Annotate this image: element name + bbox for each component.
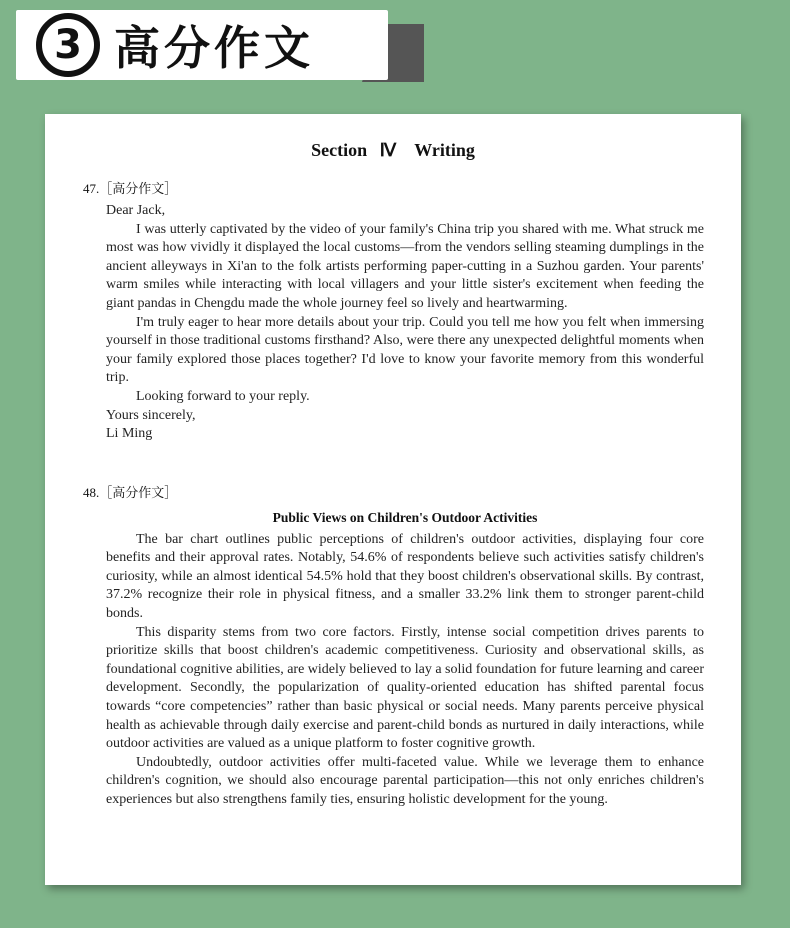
essay-title: Public Views on Children's Outdoor Activities [272,510,538,525]
letter-signature: Li Ming [106,426,153,442]
banner-box [16,10,388,80]
question-48-label: 48.［高分作文］ [83,485,178,500]
section-title: Section Ⅳ Writing [311,140,475,160]
essay-paragraph-2: This disparity stems from two core factors. Firstly, intense social competition drives parents to prioritize skills that boost children's academic competitiveness. Curiosity and observational skills, as foundational cognitive abilities, are widely believed to lay a solid foundation for future learning and career development. Secondly, the popularization of quality-oriented education has shifted parental focus towards “core competencies” rather than basic physical or social needs. Many parents perceive physical health as achievable through daily exercise and parent-child bonds as nurtured in daily interactions, while outdoor activities are valued as a unique platform to foster cognitive growth. [106,624,704,752]
letter-closing: Yours sincerely, [106,407,196,423]
letter-answer [106,202,704,444]
letter-paragraph-2: I'm truly eager to hear more details about your trip. Could you tell me how you felt when immersing yourself in those traditional customs firsthand? Also, were there any unexpected delightful moments when your family explored those places together? I'd love to know your favorite memory from this wonderful trip. [106,314,704,386]
banner-title: 高分作文 [114,21,314,75]
answer-sheet [45,114,741,885]
section-banner [16,8,408,84]
essay-paragraph-1: The bar chart outlines public perceptions of children's outdoor activities, displaying four core benefits and their approval rates. Notably, 54.6% of respondents believe such activities satisfy children's curiosity, while an almost identical 54.5% hold that they boost children's observational skills. By contrast, 37.2% recognize their role in physical fitness, and a smaller 33.2% link them to stronger parent-child bonds. [106,531,704,621]
letter-paragraph-3: Looking forward to your reply. [136,388,310,404]
letter-paragraph-1: I was utterly captivated by the video of your family's China trip you shared with me. What struck me most was how vividly it displayed the local customs—from the vendors selling steaming dumplings in the ancient alleyways in Xi'an to the folk artists performing paper-cutting in a Suzhou garden. Your parents' warm smiles while interacting with local villagers and your little sister's excitement when feeding the giant pandas in Chengdu made the whole journey feel so lively and heartwarming. [106,221,704,311]
question-47-label: 47.［高分作文］ [83,181,178,196]
letter-greeting: Dear Jack, [106,203,166,218]
essay-answer [106,509,704,810]
circled-number: 3 [36,13,100,77]
essay-paragraph-3: Undoubtedly, outdoor activities offer multi-faceted value. While we leverage them to enhance children's cognition, we should also encourage parental participation—this not only enriches children's experiences but also strengthens family ties, ensuring holistic development for the young. [106,754,704,807]
